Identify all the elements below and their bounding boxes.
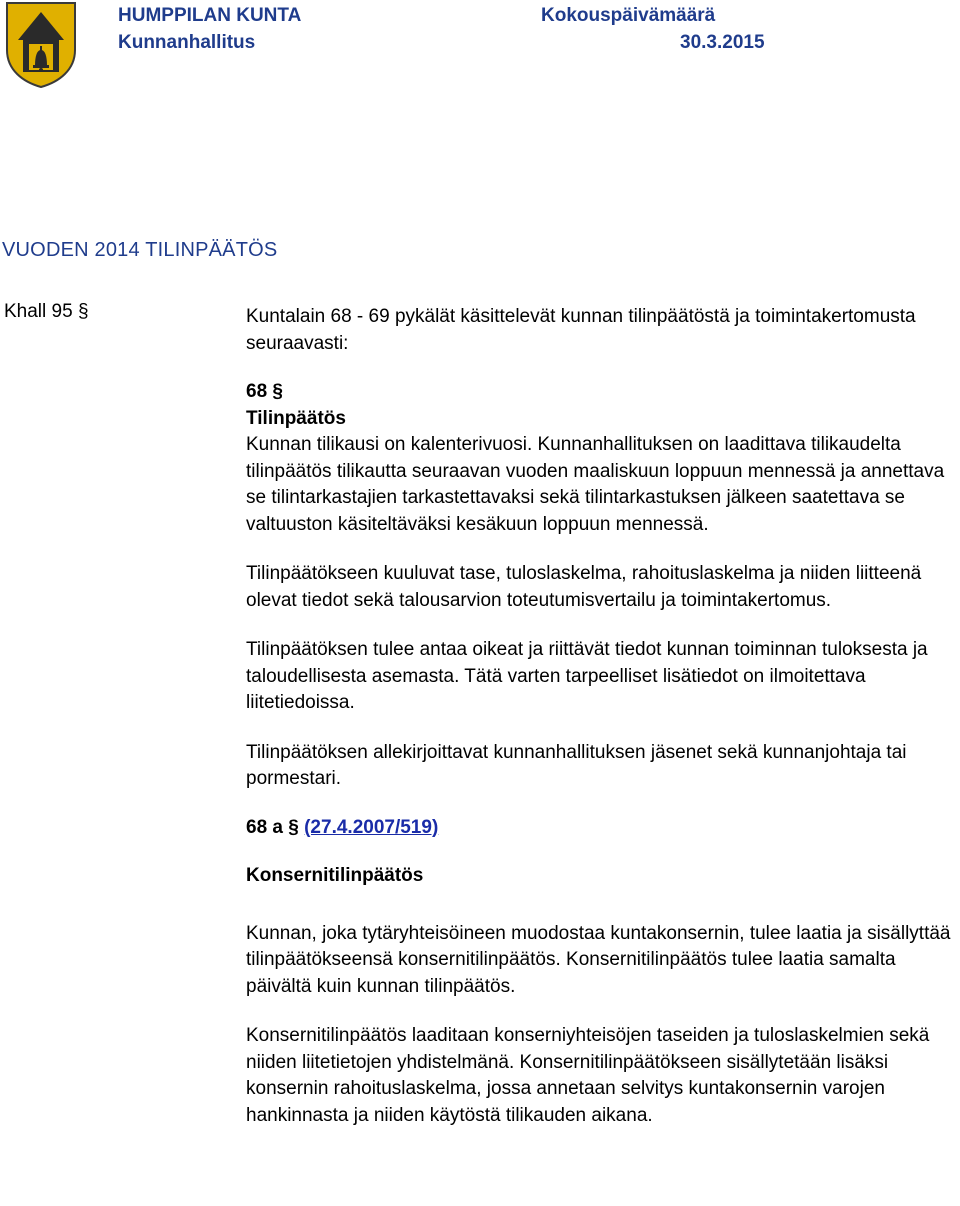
municipal-crest-icon: [4, 0, 78, 88]
meeting-date-label: Kokouspäivämäärä: [541, 5, 716, 26]
section-68-paragraph: Tilinpäätöksen tulee antaa oikeat ja riittävät tiedot kunnan toiminnan tuloksesta ja taloudellisesta asemasta. Tätä varten tarpeelliset lisätiedot on ilmoitettava liitetiedoissa.: [246, 639, 928, 713]
section-reference: Khall 95 §: [4, 301, 89, 322]
amendment-link[interactable]: (27.4.2007/519): [304, 816, 439, 838]
section-68a-paragraph: Konsernitilinpäätös laaditaan konserniyhteisöjen taseiden ja tuloslaskelmien sekä niiden liitetietojen yhdistelmänä. Konsernitilinpäätökseen sisällytetään lisäksi konsernin rahoituslaskelma, jossa annetaan selvitys kuntakonsernin varojen hankinnasta ja niiden käytöstä tilikauden aikana.: [246, 1025, 930, 1126]
document-body: [246, 304, 956, 1129]
section-68a-heading: Konsernitilinpäätös: [246, 865, 424, 886]
meeting-date: 30.3.2015: [680, 32, 765, 53]
section-68-paragraph: Tilinpäätökseen kuuluvat tase, tuloslaskelma, rahoituslaskelma ja niiden liitteenä olevat tiedot sekä talousarvion toteutumisvertailu ja toimintakertomus.: [246, 563, 922, 611]
section-68-number: 68 §: [246, 381, 283, 402]
section-68a-paragraph: Kunnan, joka tytäryhteisöineen muodostaa kuntakonsernin, tulee laatia ja sisällyttää tilinpäätökseensä konsernitilinpäätös. Konsernitilinpäätös tulee laatia samalta päivältä kuin kunnan tilinpäätös.: [246, 922, 951, 997]
section-68-paragraph: Kunnan tilikausi on kalenterivuosi. Kunnanhallituksen on laadittava tilikaudelta tilinpäätös tilikautta seuraavan vuoden maaliskuun loppuun mennessä ja annettava se tilintarkastajien tarkastettavaksi sekä tilintarkastuksen jälkeen saatettava se valtuuston käsiteltäväksi kesäkuun loppuun mennessä.: [246, 434, 945, 535]
section-68-paragraph: Tilinpäätöksen allekirjoittavat kunnanhallituksen jäsenet sekä kunnanjohtaja tai pormestari.: [246, 741, 907, 789]
document-title: VUODEN 2014 TILINPÄÄTÖS: [2, 239, 278, 261]
organization-name: HUMPPILAN KUNTA: [118, 5, 302, 26]
intro-paragraph: Kuntalain 68 - 69 pykälät käsittelevät kunnan tilinpäätöstä ja toimintakertomusta seuraavasti:: [246, 306, 916, 354]
governing-body: Kunnanhallitus: [118, 32, 256, 53]
section-68a-header: [246, 815, 956, 842]
section-68a-number: 68 a §: [246, 816, 299, 838]
section-68-heading: Tilinpäätös: [246, 407, 346, 429]
